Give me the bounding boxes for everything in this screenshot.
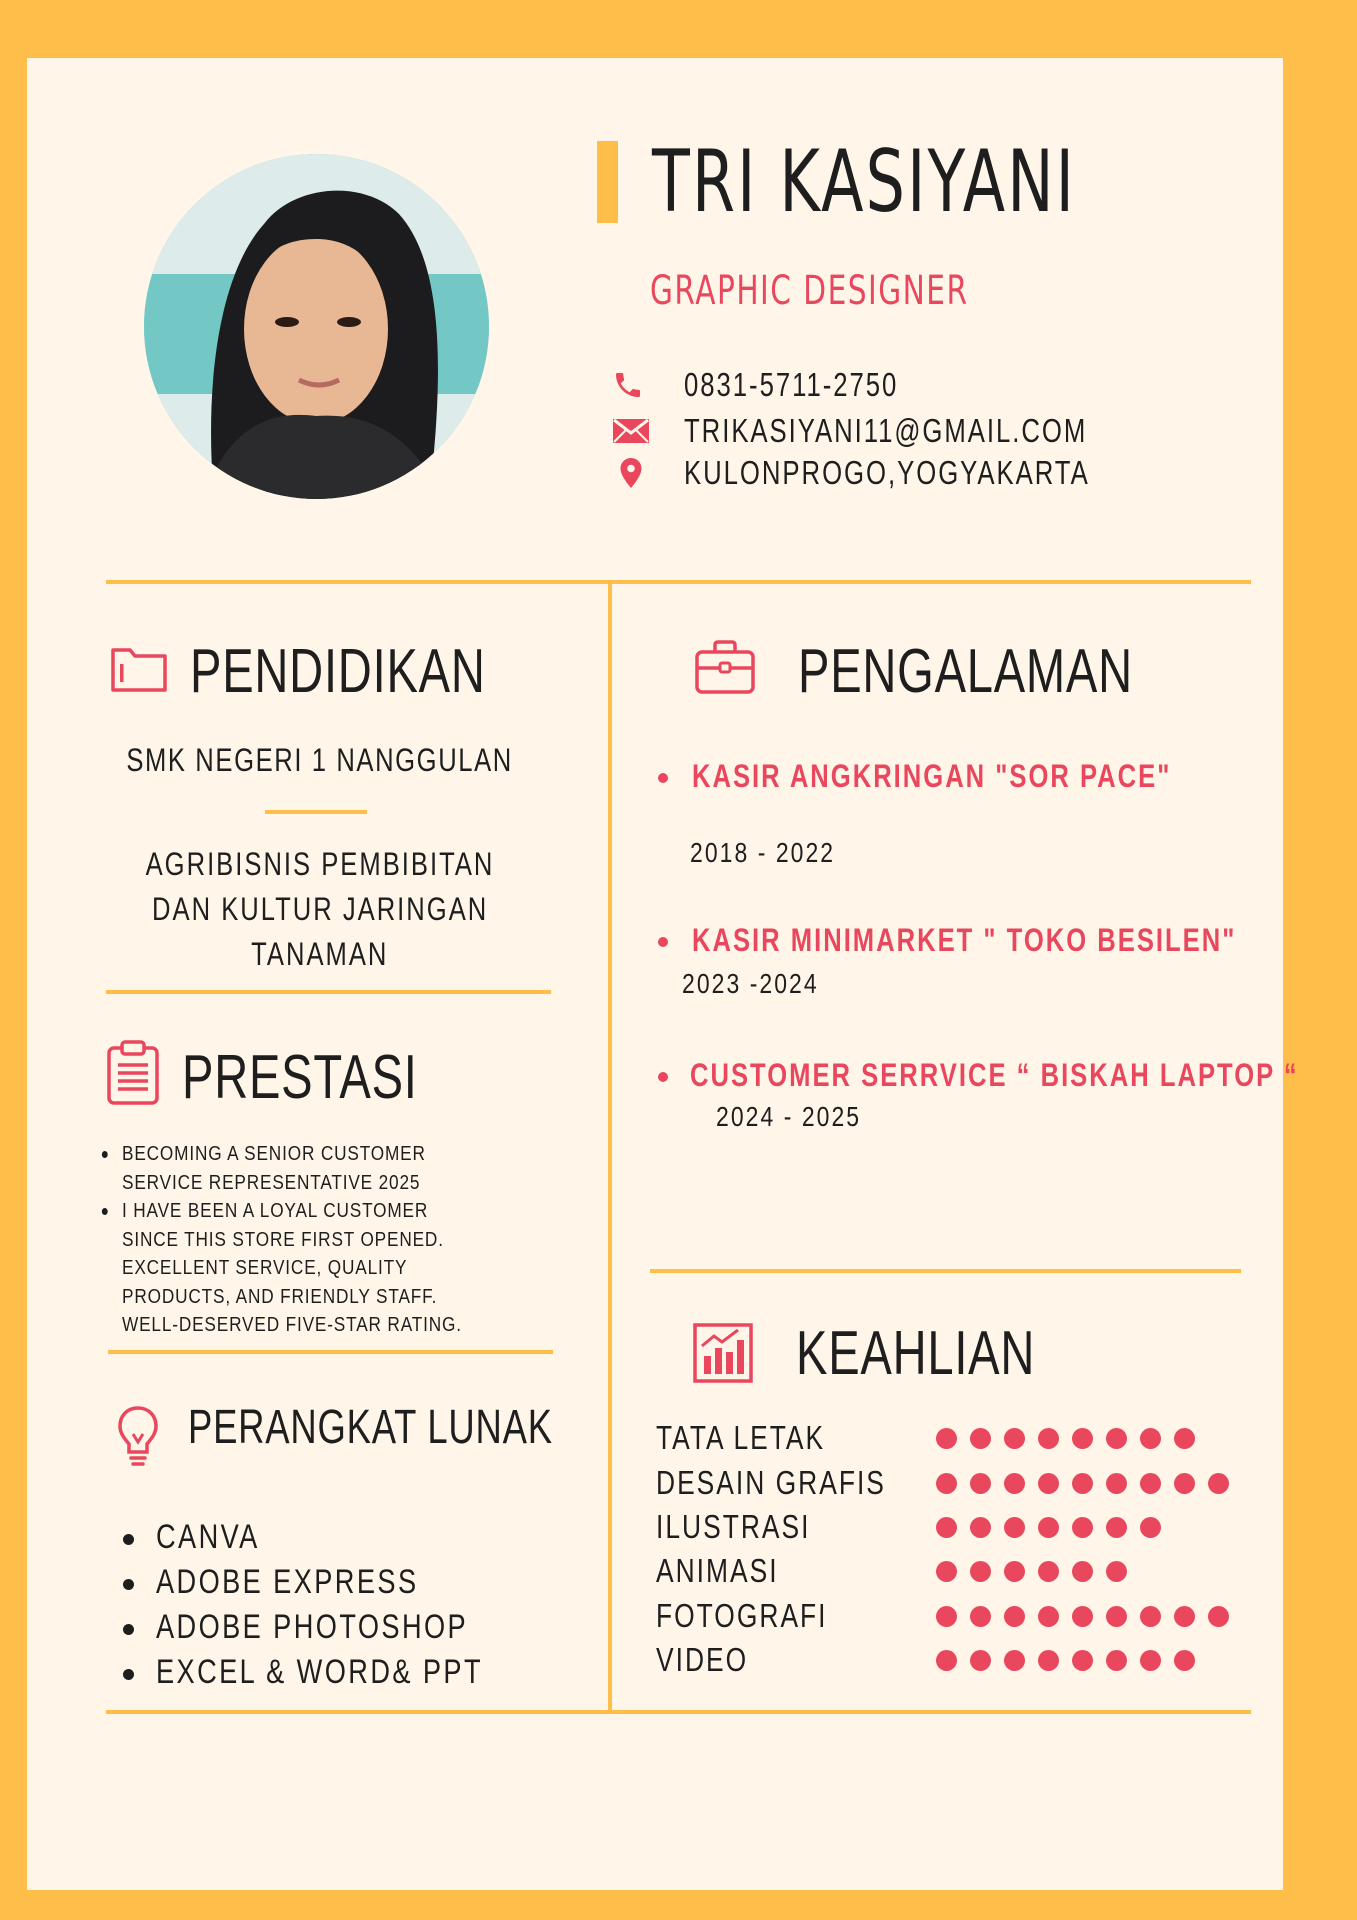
rating-dot	[936, 1473, 957, 1494]
skill-rating	[936, 1428, 1195, 1449]
experience-period: 2024 - 2025	[716, 1101, 862, 1132]
skills-heading: KEAHLIAN	[796, 1319, 1036, 1388]
rating-dot	[1106, 1606, 1127, 1627]
folder-icon	[110, 642, 168, 699]
rating-dot	[1106, 1473, 1127, 1494]
rating-dot	[970, 1650, 991, 1671]
experience-period: 2023 -2024	[682, 968, 819, 999]
education-divider	[106, 990, 551, 994]
mail-icon	[612, 414, 650, 448]
rating-dot	[1038, 1650, 1059, 1671]
rating-dot	[970, 1428, 991, 1449]
achievement-line: I HAVE BEEN A LOYAL CUSTOMER	[122, 1199, 429, 1222]
achievement-line: WELL-DESERVED FIVE-STAR RATING.	[122, 1313, 462, 1336]
full-name: TRI KASIYANI	[652, 132, 1077, 232]
rating-dot	[1004, 1561, 1025, 1582]
rating-dot	[1004, 1606, 1025, 1627]
contact-location	[612, 455, 1204, 491]
list-item	[122, 1140, 559, 1197]
achievement-line: PRODUCTS, AND FRIENDLY STAFF.	[122, 1284, 438, 1308]
rating-dot	[970, 1561, 991, 1582]
phone-number: 0831-5711-2750	[684, 366, 899, 403]
software-item: EXCEL & WORD& PPT	[156, 1653, 483, 1691]
school-name-text: SMK NEGERI 1 NANGGULAN	[126, 742, 514, 778]
rating-dot	[1004, 1650, 1025, 1671]
school-separator	[265, 810, 367, 814]
achievement-line: SERVICE REPRESENTATIVE 2025	[122, 1170, 421, 1194]
rating-dot	[1038, 1606, 1059, 1627]
rating-dot	[1174, 1428, 1195, 1449]
rating-dot	[1072, 1473, 1093, 1494]
skill-name: FOTOGRAFI	[656, 1597, 828, 1634]
rating-dot	[936, 1606, 957, 1627]
rating-dot	[1004, 1428, 1025, 1449]
rating-dot	[1140, 1517, 1161, 1538]
experience-role: CUSTOMER SERRVICE “ BISKAH LAPTOP “	[690, 1057, 1299, 1093]
rating-dot	[1140, 1606, 1161, 1627]
skill-rating	[936, 1650, 1195, 1671]
job-title: GRAPHIC DESIGNER	[650, 268, 969, 314]
study-program	[0, 842, 640, 977]
rating-dot	[1038, 1517, 1059, 1538]
rating-dot	[1174, 1606, 1195, 1627]
rating-dot	[936, 1428, 957, 1449]
name-accent-bar	[597, 141, 618, 223]
bullet	[658, 937, 668, 947]
rating-dot	[1072, 1606, 1093, 1627]
rating-dot	[1106, 1517, 1127, 1538]
bullet	[658, 1072, 668, 1082]
briefcase-icon	[694, 638, 756, 701]
location-pin-icon	[612, 456, 650, 490]
bullet	[123, 1534, 134, 1545]
footer-divider	[106, 1710, 1251, 1714]
clipboard-icon	[106, 1040, 160, 1111]
rating-dot	[1140, 1428, 1161, 1449]
rating-dot	[1038, 1428, 1059, 1449]
rating-dot	[970, 1517, 991, 1538]
school-name	[0, 742, 640, 779]
achievement-line: BECOMING A SENIOR CUSTOMER	[122, 1142, 426, 1165]
experience-role: KASIR ANGKRINGAN "SOR PACE"	[692, 758, 1172, 794]
rating-dot	[1038, 1561, 1059, 1582]
achievements-list	[122, 1140, 562, 1340]
skill-rating	[936, 1606, 1229, 1627]
profile-photo	[144, 154, 489, 499]
rating-dot	[1072, 1517, 1093, 1538]
phone-icon	[612, 368, 650, 402]
education-heading: PENDIDIKAN	[190, 637, 486, 706]
experience-divider	[650, 1269, 1241, 1273]
rating-dot	[970, 1473, 991, 1494]
software-heading: PERANGKAT LUNAK	[188, 1401, 553, 1454]
rating-dot	[1106, 1561, 1127, 1582]
skill-name: DESAIN GRAFIS	[656, 1464, 886, 1501]
rating-dot	[936, 1650, 957, 1671]
skill-name: VIDEO	[656, 1641, 749, 1678]
rating-dot	[1174, 1650, 1195, 1671]
skill-name: TATA LETAK	[656, 1419, 826, 1456]
rating-dot	[1072, 1650, 1093, 1671]
skill-name: ANIMASI	[656, 1552, 779, 1589]
software-item: ADOBE EXPRESS	[156, 1563, 419, 1601]
list-item	[122, 1197, 559, 1340]
rating-dot	[1140, 1650, 1161, 1671]
bullet	[123, 1579, 134, 1590]
rating-dot	[1004, 1517, 1025, 1538]
rating-dot	[1208, 1473, 1229, 1494]
rating-dot	[1140, 1473, 1161, 1494]
rating-dot	[1072, 1428, 1093, 1449]
rating-dot	[1072, 1561, 1093, 1582]
rating-dot	[1004, 1473, 1025, 1494]
achievements-divider	[108, 1350, 553, 1354]
rating-dot	[1174, 1473, 1195, 1494]
experience-role: KASIR MINIMARKET " TOKO BESILEN"	[692, 922, 1237, 958]
major-line: TANAMAN	[251, 936, 389, 972]
achievement-line: SINCE THIS STORE FIRST OPENED.	[122, 1227, 444, 1251]
location-text: KULONPROGO,YOGYAKARTA	[684, 454, 1090, 491]
header-divider	[106, 580, 1251, 584]
experience-heading: PENGALAMAN	[798, 637, 1133, 706]
bullet	[123, 1669, 134, 1680]
rating-dot	[936, 1517, 957, 1538]
rating-dot	[970, 1606, 991, 1627]
skill-rating	[936, 1561, 1127, 1582]
achievements-heading: PRESTASI	[182, 1043, 418, 1112]
bar-chart-icon	[692, 1322, 754, 1389]
lightbulb-icon	[116, 1404, 160, 1473]
major-line: AGRIBISNIS PEMBIBITAN	[145, 846, 495, 882]
achievement-line: EXCELLENT SERVICE, QUALITY	[122, 1256, 408, 1279]
rating-dot	[1208, 1606, 1229, 1627]
experience-period: 2018 - 2022	[690, 837, 836, 868]
rating-dot	[1106, 1650, 1127, 1671]
software-item: ADOBE PHOTOSHOP	[156, 1608, 469, 1646]
software-item: CANVA	[156, 1518, 260, 1556]
skill-name: ILUSTRASI	[656, 1508, 811, 1545]
rating-dot	[936, 1561, 957, 1582]
contact-phone	[612, 367, 959, 403]
email-address: TRIKASIYANI11@GMAIL.COM	[684, 412, 1088, 449]
bullet	[658, 773, 668, 783]
contact-email	[612, 413, 1201, 449]
rating-dot	[1106, 1428, 1127, 1449]
skill-rating	[936, 1473, 1229, 1494]
bullet	[123, 1624, 134, 1635]
rating-dot	[1038, 1473, 1059, 1494]
skill-rating	[936, 1517, 1161, 1538]
major-line: DAN KULTUR JARINGAN	[151, 891, 489, 927]
